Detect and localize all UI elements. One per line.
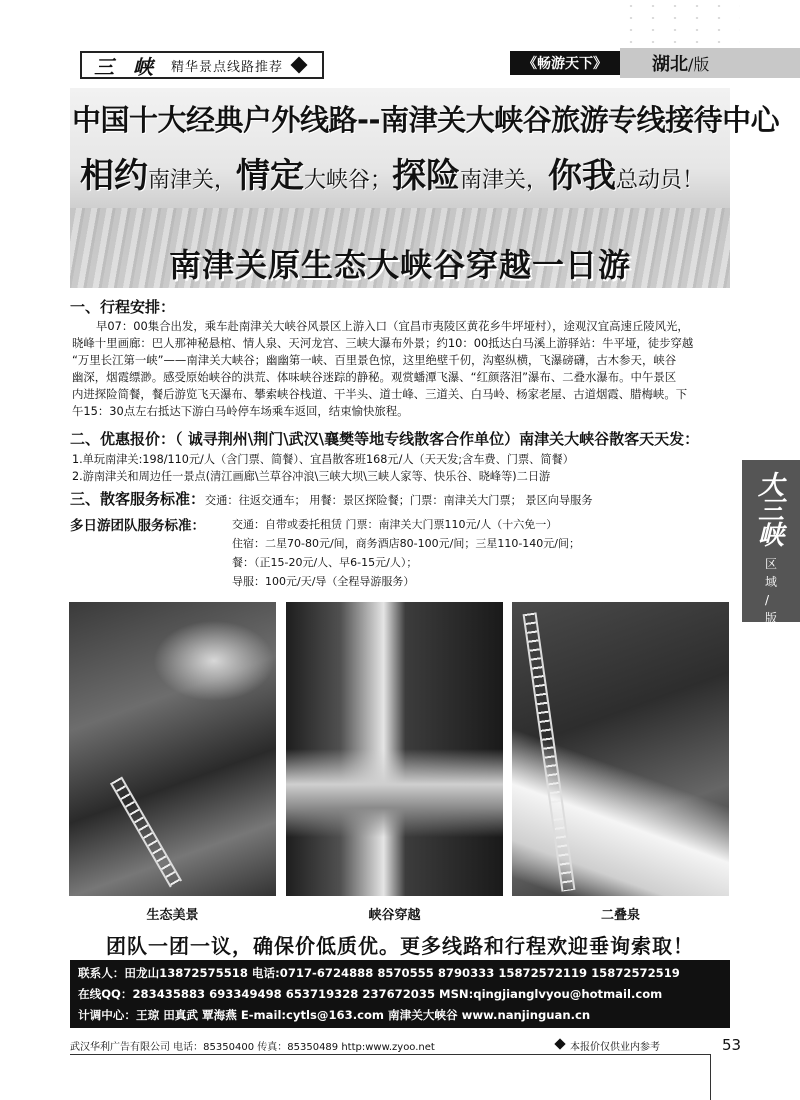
region-suffix: /版 [688, 54, 710, 74]
hero-title: 中国十大经典户外线路--南津关大峡谷旅游专线接待中心 [72, 103, 780, 137]
section-heading-pricing: 二、优惠报价：（ 诚寻荆州\荆门\武汉\襄樊等地专线散客合作单位）南津关大峡谷散客天天发： [70, 430, 700, 448]
multi-day-line: 餐：（正15-20元/人、早6-15元/人）； [232, 556, 418, 569]
side-tab-char: 大 [757, 471, 784, 501]
diamond-icon [554, 1038, 565, 1049]
photo-double-spring [512, 602, 729, 896]
diamond-icon [290, 57, 307, 74]
multi-day-line: 导服：100元/天/导（全程导游服务） [232, 575, 415, 588]
slogan-small: 总动员！ [616, 168, 705, 193]
itinerary-line: 内进探险简餐，餐后游览飞天瀑布、攀索峡谷栈道、干半头、道士峰、三道关、白马岭、杨家老屋、古道烟霞、腊梅峡。下 [72, 387, 688, 401]
itinerary-line: 幽深，烟霞缥渺。感受原始峡谷的洪荒、体味峡谷迷踪的静秘。观赏蟠潭飞瀑、“红颜落泪”瀑布、二叠水瀑布。中午景区 [72, 370, 677, 384]
contact-row: 联系人：田龙山13872575518 电话:0717-6724888 8570555 8790333 15872572119 15872572519 [78, 966, 680, 980]
side-tab-char: 峡 [757, 521, 784, 551]
contact-box [70, 960, 730, 1028]
photo-caption: 峡谷穿越 [368, 908, 421, 923]
brand-logo: 三 峡 [94, 54, 159, 79]
page-number: 53 [722, 1036, 742, 1054]
slogan-big: 相约 [80, 156, 148, 196]
section-heading-service [70, 488, 593, 509]
photo-bridge [110, 777, 182, 888]
itinerary-line: 早07：00集合出发，乘车赴南津关大峡谷风景区上游入口（宜昌市夷陵区黄花乡牛坪垭村），途观汉宜高速丘陵风光， [96, 319, 689, 333]
region-side-tab [742, 460, 800, 625]
tour-name: 南津关原生态大峡谷穿越一日游 [168, 246, 631, 284]
contact-row: 计调中心：王琼 田真武 覃海燕 E-mail:cytls@163.com 南津关大峡谷 www.nanjinguan.cn [78, 1008, 591, 1022]
slogan-small: 南津关， [148, 168, 237, 193]
brand-subtitle: 精华景点线路推荐 [170, 59, 283, 75]
section-heading-itinerary: 一、行程安排： [70, 298, 176, 316]
contact-row: 在线QQ：283435883 693349498 653719328 237672035 MSN:qingjianglvyou@hotmail.com [78, 987, 663, 1001]
slogan-big: 你我 [548, 156, 617, 196]
multi-day-label: 多日游团队服务标准： [70, 518, 205, 534]
itinerary-line: “万里长江第一峡”——南津关大峡谷；幽幽第一峡、百里景色惊，这里绝壁千仞，沟壑纵横，飞瀑磅礴，古木参天，峡谷 [72, 353, 677, 367]
multi-day-line: 交通：自带或委托租赁 门票：南津关大门票110元/人（十六免一） [232, 518, 558, 531]
service-heading-text: 三、散客服务标准： [70, 490, 206, 508]
side-tab-char: / [764, 593, 770, 607]
footer-company: 武汉华利广告有限公司 电话：85350400 传真：85350489 http:www.zyoo.net [70, 1042, 435, 1053]
slogan-small: 南津关， [460, 168, 549, 193]
side-tab-char: 区 [764, 557, 777, 571]
hero-slogan [80, 148, 740, 197]
pricing-item: 2.游南津关和周边任一景点(清江画廊\兰草谷冲浪\三峡大坝\三峡人家等、快乐谷、晓峰等)二日游 [72, 470, 551, 483]
photo-canyon-crossing [286, 602, 503, 896]
footer-disclaimer: 本报价仅供业内参考 [570, 1042, 660, 1053]
slogan-small: 大峡谷； [304, 168, 393, 193]
decorative-dot-grid [620, 0, 740, 48]
publication-name: 《畅游天下》 [510, 51, 620, 75]
brand-banner [80, 51, 324, 79]
side-tab-big [757, 471, 784, 551]
service-detail: 交通：往返交通车； 用餐：景区探险餐；门票：南津关大门票； 景区向导服务 [205, 494, 593, 507]
side-tab-small [765, 555, 777, 627]
promo-callout: 团队一团一议，确保价低质优。更多线路和行程欢迎垂询索取！ [106, 934, 694, 958]
photo-caption: 生态美景 [146, 908, 199, 923]
photo-ladder [523, 612, 576, 891]
side-tab-char: 版 [764, 611, 777, 625]
region-name: 湖北 [652, 54, 688, 75]
side-tab-char: 三 [757, 496, 784, 526]
pricing-item: 1.单玩南津关:198/110元/人（含门票、简餐）、宜昌散客班168元/人（天天发;含车费、门票、简餐） [72, 453, 574, 466]
photo-caption: 二叠泉 [600, 908, 640, 923]
slogan-big: 情定 [236, 156, 305, 196]
multi-day-line: 住宿：二星70-80元/间，商务酒店80-100元/间；三星110-140元/间； [232, 537, 581, 550]
footer-rule [70, 1054, 710, 1055]
itinerary-line: 午15：30点左右抵达下游白马岭停车场乘车返回，结束愉快旅程。 [72, 404, 409, 418]
side-tab-char: 域 [764, 575, 777, 589]
region-label [620, 48, 800, 78]
itinerary-line: 晓峰十里画廊：巴人那神秘悬棺、情人泉、天河龙宫、三峡大瀑布外景；约10：00抵达白马溪上游驿站：牛平垭，徒步穿越 [72, 336, 694, 350]
footer-rule-vertical [710, 1054, 711, 1100]
photo-ecology [69, 602, 276, 896]
slogan-big: 探险 [392, 156, 461, 196]
